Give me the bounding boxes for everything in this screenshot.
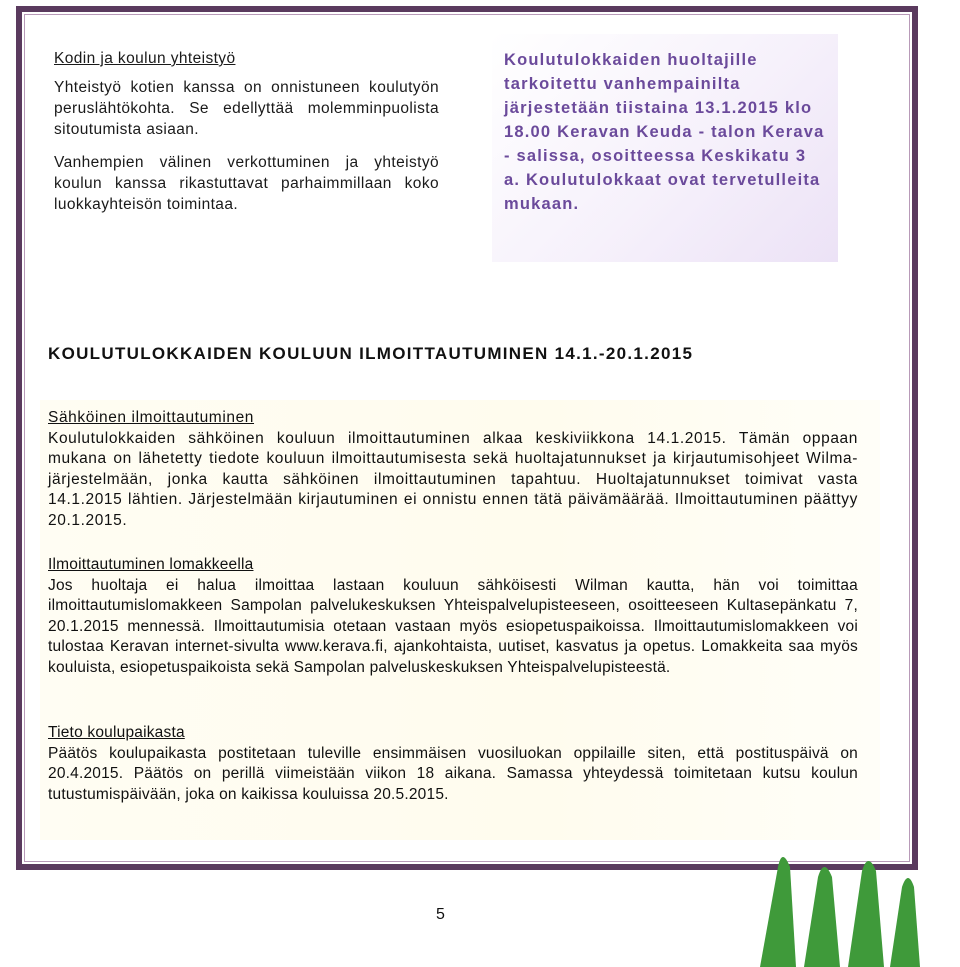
section-heading: Ilmoittautuminen lomakkeella [48, 556, 254, 573]
stripe-3 [848, 861, 884, 967]
section-text: Päätös koulupaikasta postitetaan tuleville ensimmäisen vuosiluokan oppilaille siten, että postituspäivä on 20.4.2015. Päätös on perillä viimeistään viikon 18 aikana. Samassa yhteydessä toimitetaan kutsu koulun tutustumispäivään, joka on kaikissa kouluissa 20.5.2015. [48, 744, 858, 803]
callout-text: Koulutulokkaiden huoltajille tarkoitettu vanhempainilta järjestetään tiistaina 13.1.2015 klo 18.00 Keravan Keuda - talon Kerava - salissa, osoitteessa Keskikatu 3 a. Koulutulokkaat ovat tervetulleita mukaan. [504, 51, 825, 213]
section-electronic-registration [48, 408, 858, 531]
left-column-paragraph-1: Yhteistyö kotien kanssa on onnistuneen koulutyön peruslähtökohta. Se edellyttää molemminpuolista sitoutumista asiaan. [54, 79, 439, 138]
parents-evening-callout [492, 34, 838, 262]
section-text: Koulutulokkaiden sähköinen kouluun ilmoittautuminen alkaa keskiviikkona 14.1.2015. Tämän oppaan mukana on lähetetty tiedote kouluun ilmoittautumisesta sekä huoltajatunnukset ja kirjautumisohjeet Wilma-järjestelmään, jonka kautta sähköinen ilmoittautuminen tapahtuu. Huoltajatunnukset toimivat vasta 14.1.2015 lähtien. Järjestelmään kirjautuminen ei onnistu ennen tätä päivämäärää. Ilmoittautuminen päättyy 20.1.2015. [48, 429, 858, 529]
stripe-2 [804, 867, 840, 967]
page-number: 5 [436, 906, 445, 923]
left-column [54, 48, 439, 227]
section-heading: Tieto koulupaikasta [48, 724, 185, 741]
section-school-placement [48, 723, 858, 805]
left-column-heading: Kodin ja koulun yhteistyö [54, 50, 236, 67]
stripe-4 [890, 878, 920, 967]
decorative-stripes [760, 807, 920, 967]
section-form-registration [48, 555, 858, 678]
left-column-paragraph-2: Vanhempien välinen verkottuminen ja yhteistyö koulun kanssa rikastuttavat parhaimmillaan koko luokkayhteisön toimintaa. [54, 154, 439, 213]
stripe-1 [760, 857, 796, 967]
page-title: KOULUTULOKKAIDEN KOULUUN ILMOITTAUTUMINEN 14.1.-20.1.2015 [48, 344, 694, 363]
section-heading: Sähköinen ilmoittautuminen [48, 409, 255, 426]
section-text: Jos huoltaja ei halua ilmoittaa lastaan kouluun sähköisesti Wilman kautta, hän voi toimittaa ilmoittautumislomakkeen Sampolan palvelukeskuksen Yhteispalvelupisteeseen, osoitteeseen Kultasepänkatu 7, 20.1.2015 mennessä. Ilmoittautumisia otetaan vastaan myös esiopetuspaikoissa. Ilmoittautumislomakkeen voi tulostaa Keravan internet-sivulta www.kerava.fi, ajankohtaista, uutiset, kasvatus ja opetus. Lomakkeita saa myös kouluista, esiopetuspaikoista sekä Sampolan palveluskeskuksen Yhteispalvelupisteestä. [48, 576, 858, 676]
